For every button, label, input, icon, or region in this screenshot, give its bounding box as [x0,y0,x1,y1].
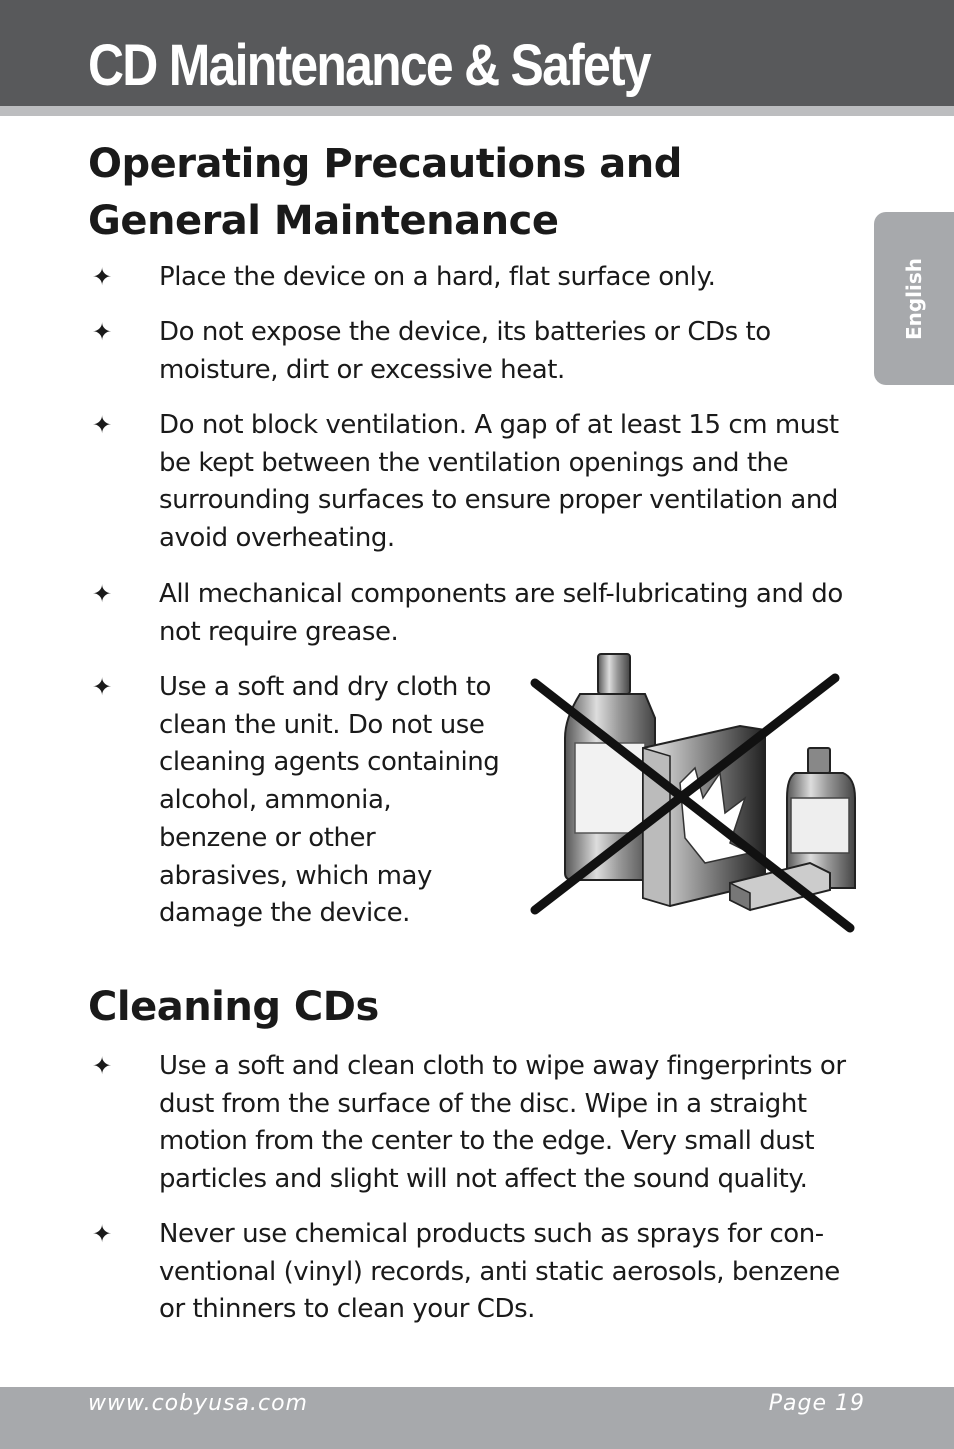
language-tab-label: English [902,257,926,340]
bullet-star-icon: ✦ [91,673,113,701]
bullet-star-icon: ✦ [91,580,113,608]
list-item-text: Place the device on a hard, flat surface only. [159,262,716,292]
list-item-text: Use a soft and dry cloth to clean the unit. Do not use cleaning agents containing alcohol, ammonia, benzene or other abrasives, which may damage the device. [159,672,500,929]
section-heading-operating: Operating Precautions and General Maintenance [88,141,682,244]
section-heading-cleaning: Cleaning CDs [88,984,379,1030]
language-tab[interactable] [874,212,954,385]
list-item-text: Do not expose the device, its batteries or CDs to moisture, dirt or excessive heat. [159,317,771,385]
bullet-star-icon: ✦ [91,318,113,346]
list-item-text: All mechanical components are self-lubricating and do not require grease. [159,579,843,647]
page-number: Page 19 [768,1391,865,1416]
bullet-star-icon: ✦ [91,1220,113,1248]
no-cleaning-chemicals-icon [525,648,860,938]
header-rule [0,106,954,116]
footer-url-link[interactable]: www.cobyusa.com [88,1391,308,1416]
list-item-text: Never use chemical products such as sprays for con-ventional (vinyl) records, anti static aerosols, benzene or thinners to clean your CDs. [159,1219,840,1325]
list-item-text: Use a soft and clean cloth to wipe away fingerprints or dust from the surface of the disc. Wipe in a straight motion from the center to the edge. Very small dust particles and slight will not affect the sound quality. [159,1051,846,1195]
list-item-text: Do not block ventilation. A gap of at least 15 cm must be kept between the ventilation openings and the surrounding surfaces to ensure proper ventilation and avoid overheating. [159,410,839,554]
bullet-star-icon: ✦ [91,1052,113,1080]
bullet-star-icon: ✦ [91,263,113,291]
page-title: CD Maintenance & Safety [88,33,650,98]
bullet-star-icon: ✦ [91,411,113,439]
